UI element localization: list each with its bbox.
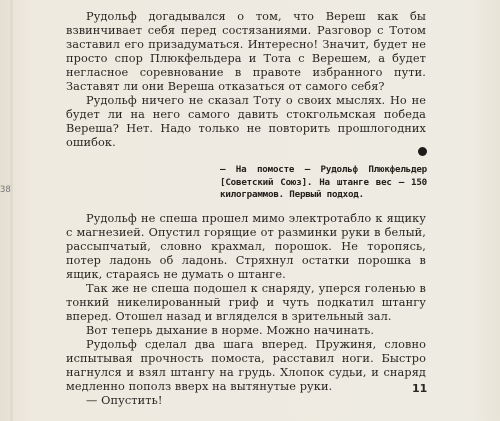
text-block-bottom	[66, 212, 426, 408]
bullet-dot-icon	[418, 147, 427, 156]
page-number: 11	[412, 382, 428, 395]
text-block-top	[66, 10, 426, 150]
announcer-text: — На помосте — Рудольф Плюкфельдер [Советский Союз]. На штанге вес — 150 килограммов. Первый подход.	[220, 164, 427, 200]
margin-number: 38	[0, 185, 11, 195]
paragraph: Так же не спеша подошел к снаряду, уперся голенью в тонкий никелированный гриф и чуть подкатил штангу вперед. Отошел назад и вгляделся в зрительный зал.	[66, 282, 426, 323]
paragraph: Вот теперь дыхание в норме. Можно начинать.	[86, 324, 375, 337]
paragraph: Рудольф сделал два шага вперед. Пружиня, словно испытывая прочность помоста, расставил ноги. Быстро нагнулся и взял штангу на грудь. Хлопок судьи, и снаряд медленно пополз вверх на вытянутые руки.	[66, 338, 426, 393]
paragraph: — Опустить!	[86, 394, 163, 407]
page-gutter-shadow	[10, 0, 13, 421]
paragraph: Рудольф догадывался о том, что Вереш как бы взвинчивает себя перед состязаниями. Разговор с Тотом заставил его призадуматься. Интересно! Значит, будет не просто спор Плюкфельдера и Тота с Верешем, а будет негласное соревнование в правоте избранного пути. Заставят ли они Вереша отказаться от самого себя?	[66, 10, 426, 93]
paragraph: Рудольф ничего не сказал Тоту о своих мыслях. Но не будет ли на него самого давить стокгольмская победа Вереша? Нет. Надо только не повторить прошлогодних ошибок.	[66, 94, 426, 149]
paragraph: Рудольф не спеша прошел мимо электротабло к ящику с магнезией. Опустил горящие от разминки руки в белый, рассыпчатый, словно крахмал, порошок. Не торопясь, потер ладонь об ладонь. Стряхнул остатки порошка в ящик, стараясь не думать о штанге.	[66, 212, 426, 281]
